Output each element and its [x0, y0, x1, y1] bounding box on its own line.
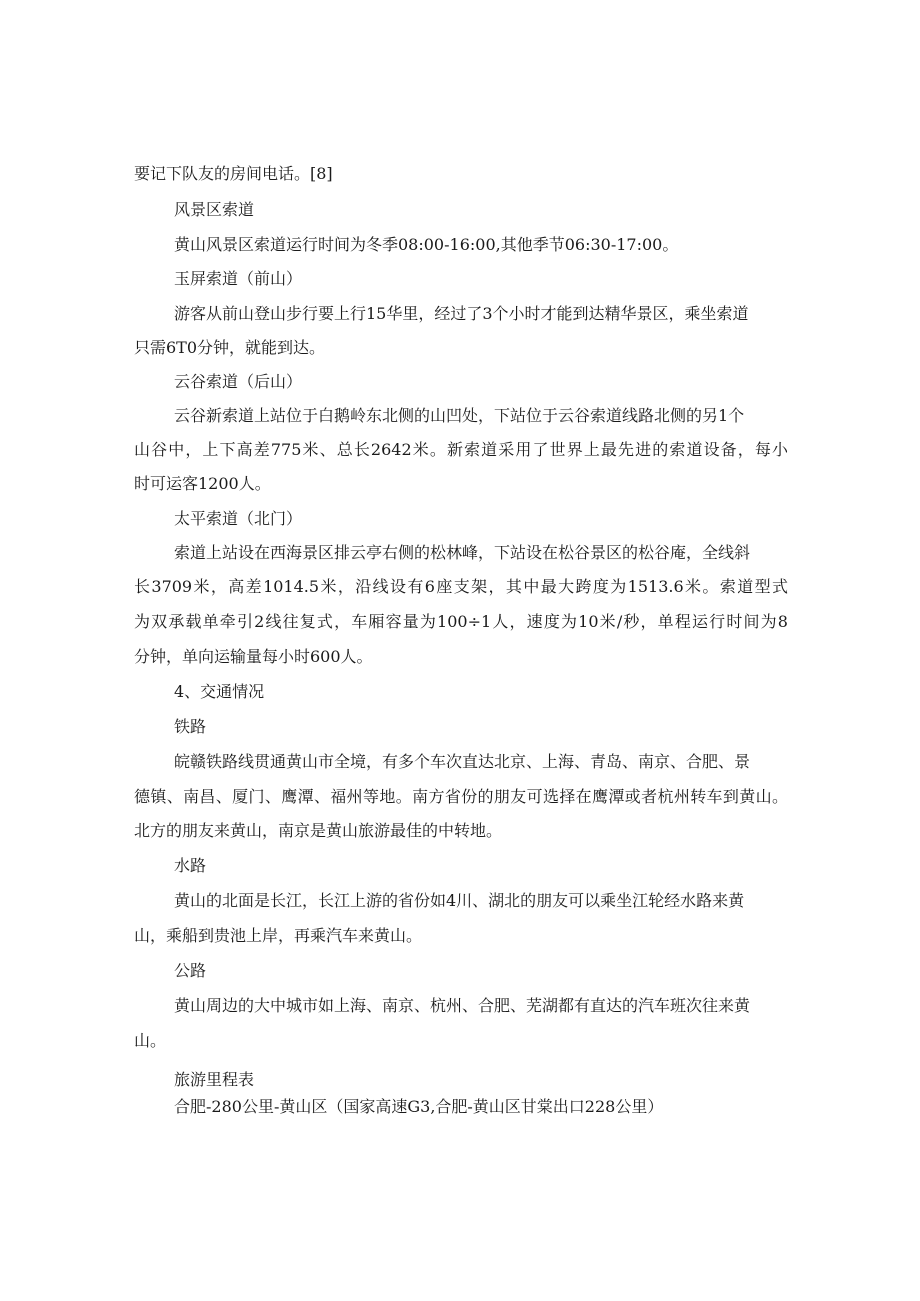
heading-yuping-cableway: 玉屏索道（前山）: [174, 269, 303, 288]
heading-railway: 铁路: [174, 717, 207, 736]
waterway-text-line-1: 黄山的北面是长江，长江上游的省份如4川、湖北的朋友可以乘坐江轮经水路来黄: [174, 891, 745, 910]
mileage-entry: 合肥-280公里-黄山区（国家高速G3,合肥-黄山区甘棠出口228公里）: [174, 1097, 664, 1116]
heading-taiping-cableway: 太平索道（北门）: [174, 509, 303, 528]
heading-highway: 公路: [174, 961, 207, 980]
yungu-text-line-1: 云谷新索道上站位于白鹅岭东北侧的山凹处，下站位于云谷索道线路北侧的另1个: [174, 406, 745, 425]
highway-text-line-1: 黄山周边的大中城市如上海、南京、杭州、合肥、芜湖都有直达的汽车班次往来黄: [174, 996, 751, 1015]
taiping-text-line-3: 为双承载单牵引2线往复式，车厢容量为100÷1人，速度为10米/秒，单程运行时间为8: [134, 612, 788, 631]
cableway-hours: 黄山风景区索道运行时间为冬季08:00-16:00,其他季节06:30-17:00。: [174, 235, 679, 254]
taiping-text-line-4: 分钟，单向运输量每小时600人。: [134, 647, 373, 666]
heading-waterway: 水路: [174, 856, 207, 875]
heading-mileage-table: 旅游里程表: [174, 1070, 255, 1089]
taiping-text-line-2: 长3709米，高差1014.5米，沿线设有6座支架，其中最大跨度为1513.6米。索道型式: [134, 577, 788, 596]
taiping-text-line-1: 索道上站设在西海景区排云亭右侧的松林峰，下站设在松谷景区的松谷庵，全线斜: [174, 543, 751, 562]
waterway-text-line-2: 山，乘船到贵池上岸，再乘汽车来黄山。: [134, 926, 423, 945]
railway-text-line-2: 德镇、南昌、厦门、鹰潭、福州等地。南方省份的朋友可选择在鹰潭或者杭州转车到黄山。: [134, 787, 788, 806]
section-heading-transport: 4、交通情况: [174, 682, 265, 701]
highway-text-line-2: 山。: [134, 1031, 167, 1050]
yuping-text-line-1: 游客从前山登山步行要上行15华里，经过了3个小时才能到达精华景区，乘坐索道: [174, 304, 749, 323]
heading-yungu-cableway: 云谷索道（后山）: [174, 372, 303, 391]
railway-text-line-1: 皖赣铁路线贯通黄山市全境，有多个车次直达北京、上海、青岛、南京、合肥、景: [174, 752, 751, 771]
yungu-text-line-3: 时可运客1200人。: [134, 474, 271, 493]
paragraph-continuation: 要记下队友的房间电话。[8]: [134, 164, 333, 183]
section-heading-scenic-cableways: 风景区索道: [174, 200, 255, 219]
yuping-text-line-2: 只需6T0分钟，就能到达。: [134, 338, 326, 357]
railway-text-line-3: 北方的朋友来黄山，南京是黄山旅游最佳的中转地。: [134, 821, 503, 840]
yungu-text-line-2: 山谷中，上下高差775米、总长2642米。新索道采用了世界上最先进的索道设备，每小: [134, 440, 788, 459]
